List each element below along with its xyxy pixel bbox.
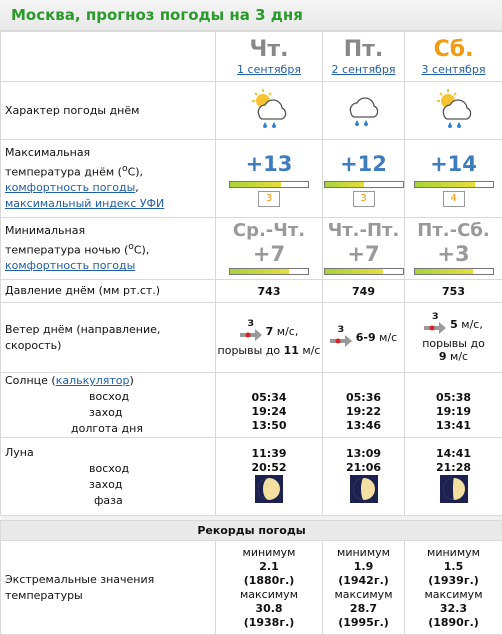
tmin-row [1,218,502,280]
comfort-bar [414,181,494,188]
sunset: 19:22 [323,405,404,419]
moonset: 21:06 [323,461,404,475]
wind-label: Ветер днём (направление, скорость) [1,303,216,373]
day-name: Чт. [216,37,322,63]
record-min: 1.9 [323,560,404,574]
comfort-bar [229,181,309,188]
sun-cloud-rain-icon [432,87,476,131]
day-length: 13:41 [405,419,502,433]
sunrise: 05:36 [323,391,404,405]
wind-speed: 5 [450,318,458,331]
record-max-year: (1938г.) [216,616,322,630]
tmax-label: Максимальная температура днём ($^o$C), комфортность погоды, максимальный индекс УФИ [1,140,216,218]
pressure-label: Давление днём (мм рт.ст.) [1,280,216,303]
uv-badge: 4 [443,191,465,207]
moon-row [1,438,502,516]
moon-phase-icon [440,475,468,503]
day-name: Сб. [405,37,502,63]
forecast-table [0,31,502,635]
cloud-rain-icon [342,87,386,131]
records-row: Экстремальные значения температуры минимум 2.1 (1880г.) максимум 30.8 (1938г.) минимум 1.9 (1942г.) максимум 28.7 (1995г.) минимум 1.5 (1939г.) максимум 32.3 (1890г.) [1,541,502,635]
wind-arrow-icon [424,322,446,334]
min-temp: +7 [216,242,322,266]
uv-badge: 3 [258,191,280,207]
weather-row [1,82,502,140]
pressure-value: 753 [405,280,502,303]
moon-phase-icon [255,475,283,503]
night-label: Чт.-Пт. [323,220,404,242]
night-label: Ср.-Чт. [216,220,322,242]
sun-cloud-rain-icon [247,87,291,131]
records-header: Рекорды погоды [1,521,502,541]
moonrise: 14:41 [405,447,502,461]
comfort-bar [324,181,404,188]
pressure-row [1,280,502,303]
min-temp: +7 [323,242,404,266]
comfort-link[interactable]: комфортность погоды [5,259,135,272]
moonset: 20:52 [216,461,322,475]
sunset: 19:19 [405,405,502,419]
record-max-year: (1890г.) [405,616,502,630]
max-temp: +12 [323,151,404,177]
wind-speed: 6-9 [356,331,376,344]
pressure-value: 749 [323,280,405,303]
record-max-year: (1995г.) [323,616,404,630]
day-header-1 [323,32,405,82]
record-min: 2.1 [216,560,322,574]
comfort-link[interactable]: комфортность погоды [5,181,135,194]
record-min-year: (1942г.) [323,574,404,588]
day-header-row [1,32,502,82]
wind-direction: З [330,325,352,335]
wind-row: Ветер днём (направление, скорость) З 7 м/с, порывы до 11 м/с З 6-9 м/с З 5 м/с, порывы до 9 м/с [1,303,502,373]
sunrise: 05:38 [405,391,502,405]
sun-label: Солнце (калькулятор) восход заход долгота дня [1,373,216,438]
day-length: 13:50 [216,419,322,433]
wind-gust: 9 [439,350,447,363]
wind-arrow-icon [330,335,352,347]
sun-calculator-link[interactable]: калькулятор [56,374,130,387]
uv-badge: 3 [353,191,375,207]
record-max: 28.7 [323,602,404,616]
date-link[interactable]: 1 сентября [237,63,301,76]
comfort-bar [229,268,309,275]
comfort-bar [414,268,494,275]
day-header-2 [405,32,502,82]
page-title: Москва, прогноз погоды на 3 дня [0,0,502,31]
sunrise: 05:34 [216,391,322,405]
sun-row [1,373,502,438]
pressure-value: 743 [216,280,323,303]
records-header-row [1,521,502,541]
wind-speed: 7 [266,325,274,338]
date-link[interactable]: 2 сентября [332,63,396,76]
day-length: 13:46 [323,419,404,433]
wind-gust: 11 [284,344,299,357]
max-temp: +14 [405,151,502,177]
sunset: 19:24 [216,405,322,419]
weather-label: Характер погоды днём [1,82,216,140]
record-min-year: (1939г.) [405,574,502,588]
day-header-0 [216,32,323,82]
extreme-label: Экстремальные значения температуры [1,541,216,635]
day-name: Пт. [323,37,404,63]
date-link[interactable]: 3 сентября [422,63,486,76]
record-max: 30.8 [216,602,322,616]
record-min-year: (1880г.) [216,574,322,588]
wind-direction: З [240,319,262,329]
moonset: 21:28 [405,461,502,475]
tmin-label: Минимальная температура ночью ($^o$C), комфортность погоды [1,218,216,280]
wind-direction: З [424,312,446,322]
moon-label: Луна восход заход фаза [1,438,216,516]
moon-phase-icon [350,475,378,503]
record-max: 32.3 [405,602,502,616]
night-label: Пт.-Сб. [405,220,502,242]
uv-index-link[interactable]: максимальный индекс УФИ [5,197,164,210]
tmax-row [1,140,502,218]
comfort-bar [324,268,404,275]
moonrise: 11:39 [216,447,322,461]
max-temp: +13 [216,151,322,177]
moonrise: 13:09 [323,447,404,461]
min-temp: +3 [405,242,502,266]
record-min: 1.5 [405,560,502,574]
wind-arrow-icon [240,329,262,341]
